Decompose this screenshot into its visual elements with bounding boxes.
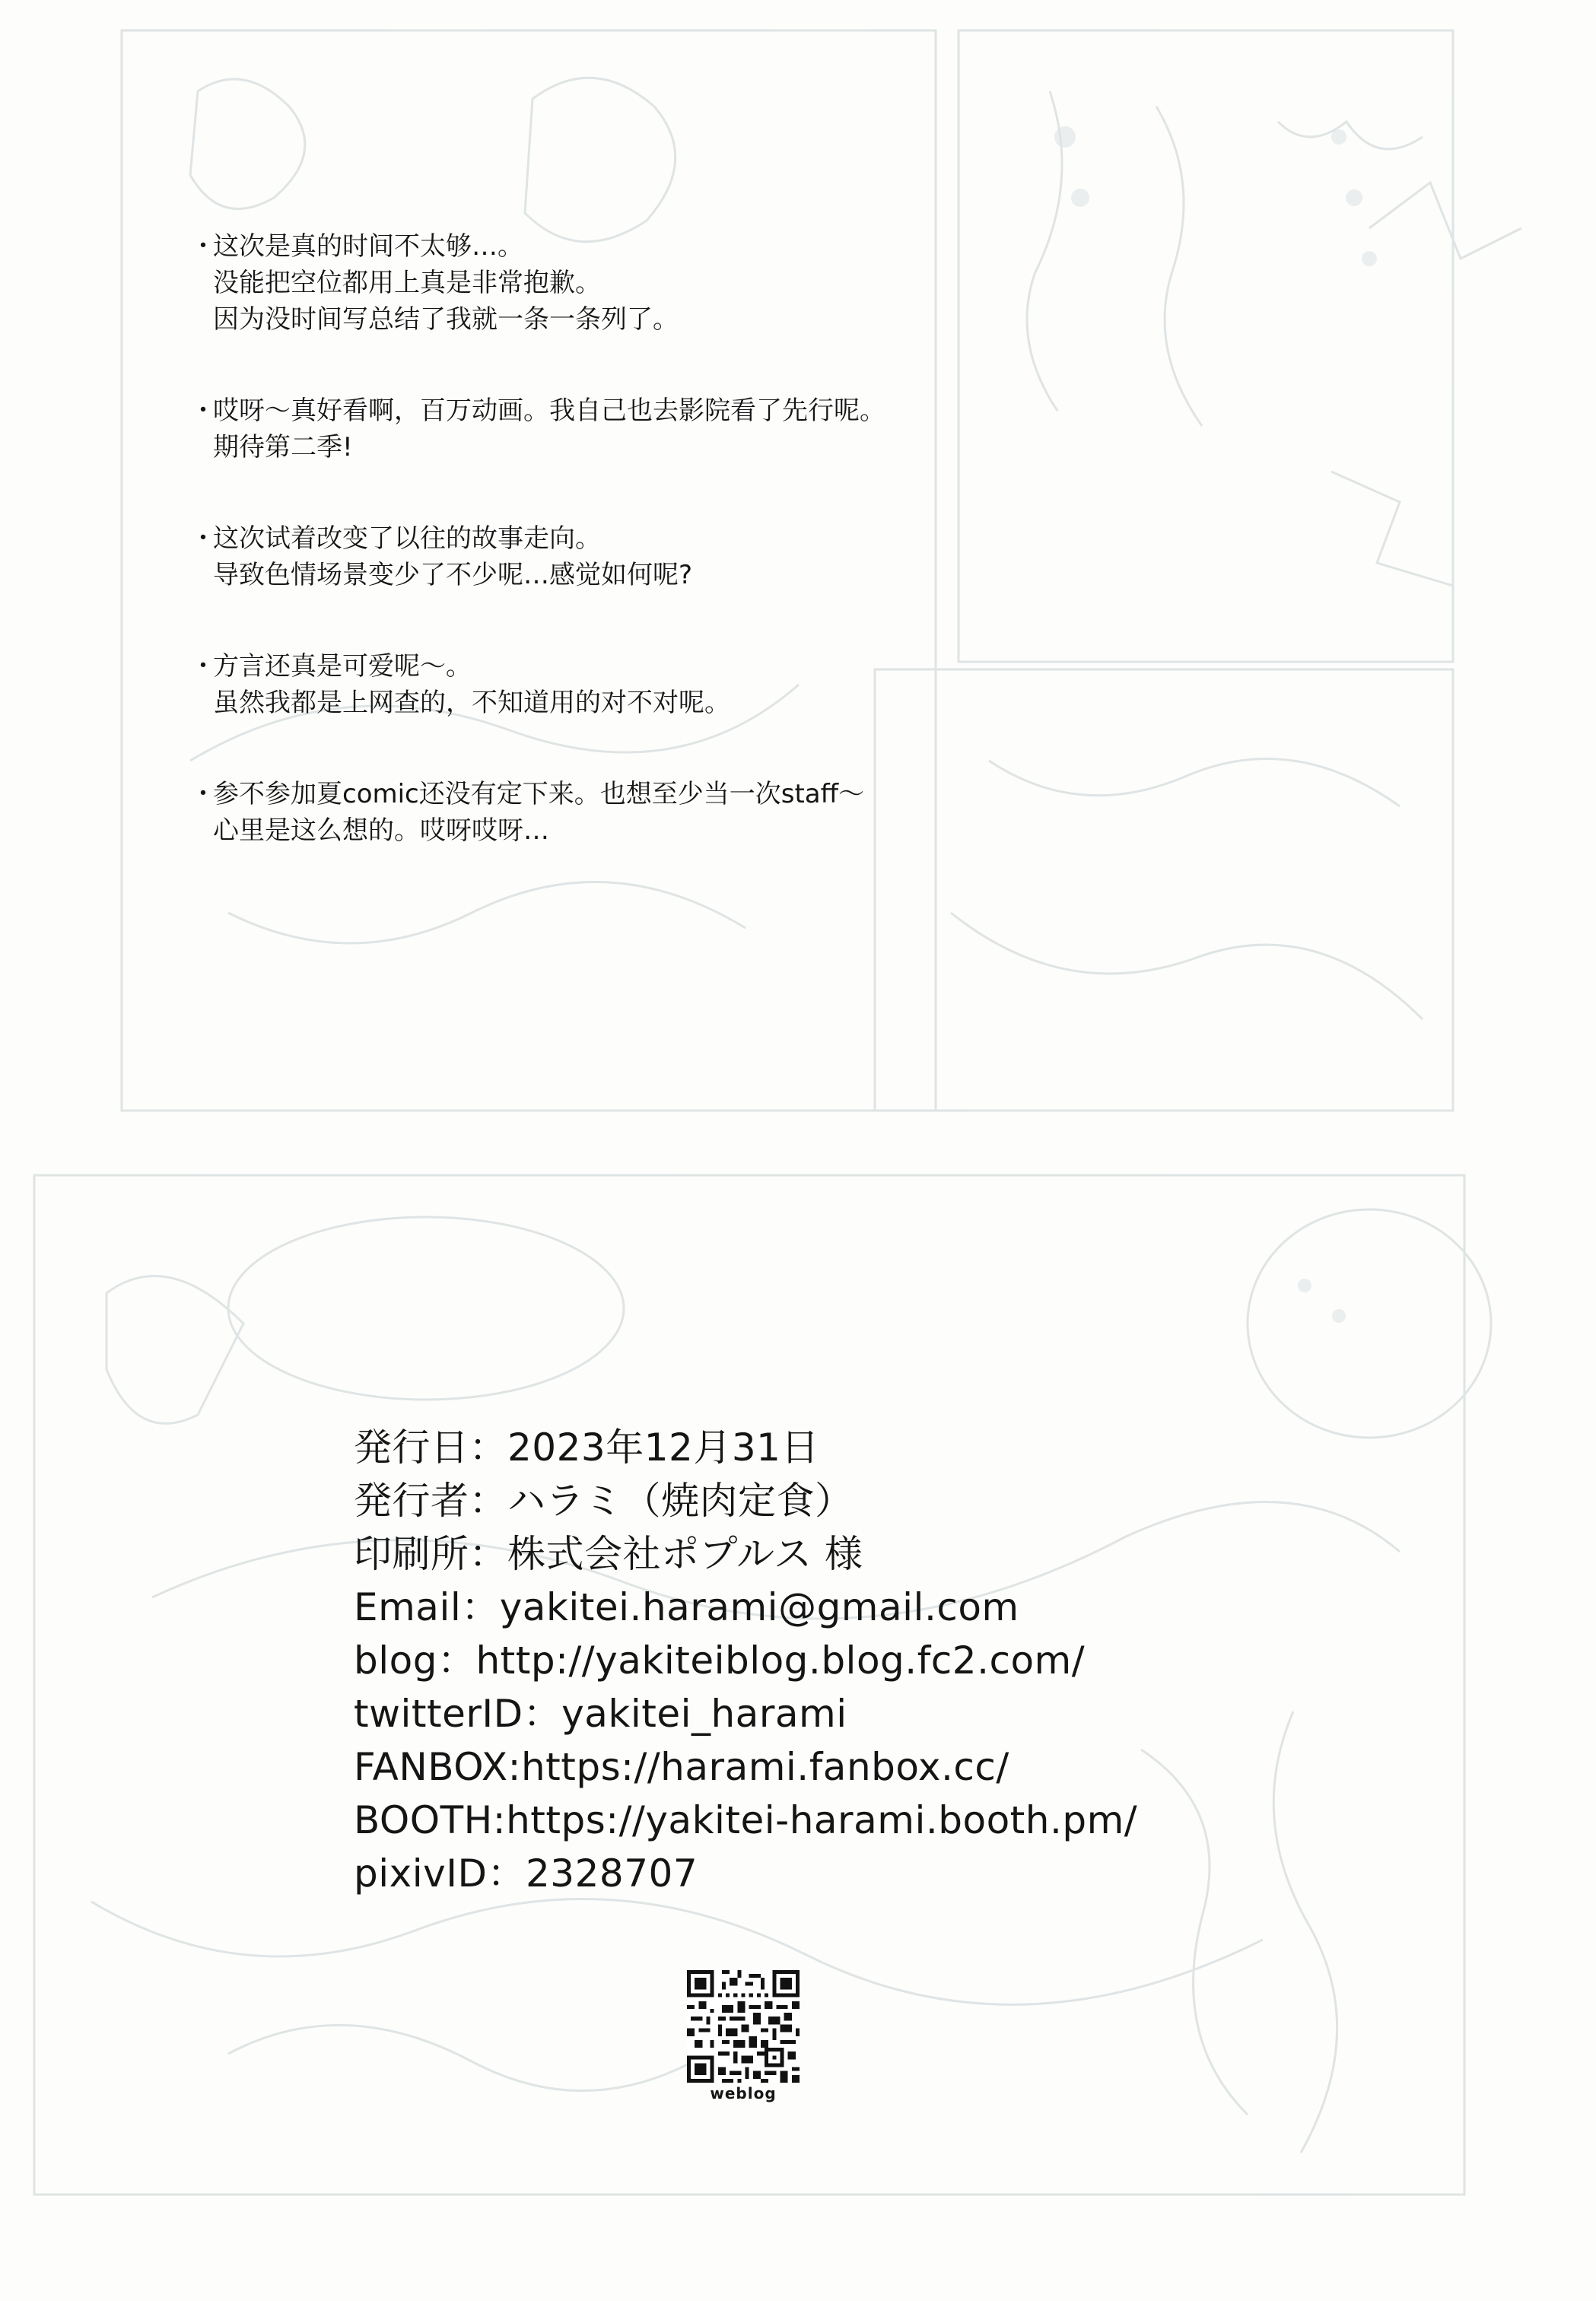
- note-line: [190, 393, 1255, 429]
- note-line: [190, 265, 1255, 301]
- note-line: [190, 685, 1255, 721]
- note-line: [190, 648, 1255, 685]
- note-line: [190, 228, 1255, 265]
- note-3: [190, 520, 1255, 593]
- note-text: 虽然我都是上网查的，不知道用的对不对呢。: [213, 688, 730, 718]
- note-line: [190, 557, 1255, 593]
- note-text: 导致色情场景变少了不少呢…感觉如何呢?: [213, 560, 693, 590]
- note-line: [190, 776, 1255, 812]
- bullet: ・: [190, 523, 216, 554]
- email: Email：yakitei.harami@gmail.com: [354, 1585, 1019, 1629]
- note-2: [190, 393, 1255, 466]
- bullet: ・: [190, 396, 216, 426]
- note-text: 这次试着改变了以往的故事走向。: [213, 523, 601, 554]
- note-line: [190, 429, 1255, 466]
- colophon: [354, 1421, 1419, 1900]
- bullet: ・: [190, 779, 216, 809]
- note-4: [190, 648, 1255, 721]
- publisher: 発行者：ハラミ（焼肉定食）: [354, 1479, 854, 1523]
- note-text: 因为没时间写总结了我就一条一条列了。: [213, 304, 679, 335]
- qr-caption: weblog: [710, 2084, 777, 2102]
- twitter-id: twitterID：yakitei_harami: [354, 1692, 847, 1736]
- fanbox-url: FANBOX:https://harami.fanbox.cc/: [354, 1745, 1009, 1789]
- note-text: 没能把空位都用上真是非常抱歉。: [213, 268, 601, 298]
- note-text: 这次是真的时间不太够…。: [213, 231, 523, 262]
- bullet: ・: [190, 231, 216, 262]
- blog-url: blog：http://yakiteiblog.blog.fc2.com/: [354, 1638, 1086, 1683]
- note-text: 期待第二季!: [213, 432, 353, 462]
- afterword-notes: [190, 228, 1255, 904]
- pixiv-id: pixivID：2328707: [354, 1851, 698, 1896]
- note-text: 方言还真是可爱呢～。: [213, 651, 472, 682]
- printer: 印刷所：株式会社ポプルス 様: [354, 1532, 863, 1576]
- booth-url: BOOTH:https://yakitei-harami.booth.pm/: [354, 1798, 1138, 1842]
- publish-date: 発行日：2023年12月31日: [354, 1425, 819, 1470]
- note-text: 参不参加夏comic还没有定下来。也想至少当一次staff～: [213, 779, 865, 809]
- bullet: ・: [190, 651, 216, 682]
- note-line: [190, 301, 1255, 338]
- note-1: [190, 228, 1255, 338]
- note-text: 心里是这么想的。哎呀哎呀…: [213, 815, 549, 846]
- note-line: [190, 812, 1255, 849]
- note-text: 哎呀～真好看啊，百万动画。我自己也去影院看了先行呢。: [213, 396, 885, 426]
- note-line: [190, 520, 1255, 557]
- qr-code-icon: [687, 1970, 800, 2083]
- note-5: [190, 776, 1255, 849]
